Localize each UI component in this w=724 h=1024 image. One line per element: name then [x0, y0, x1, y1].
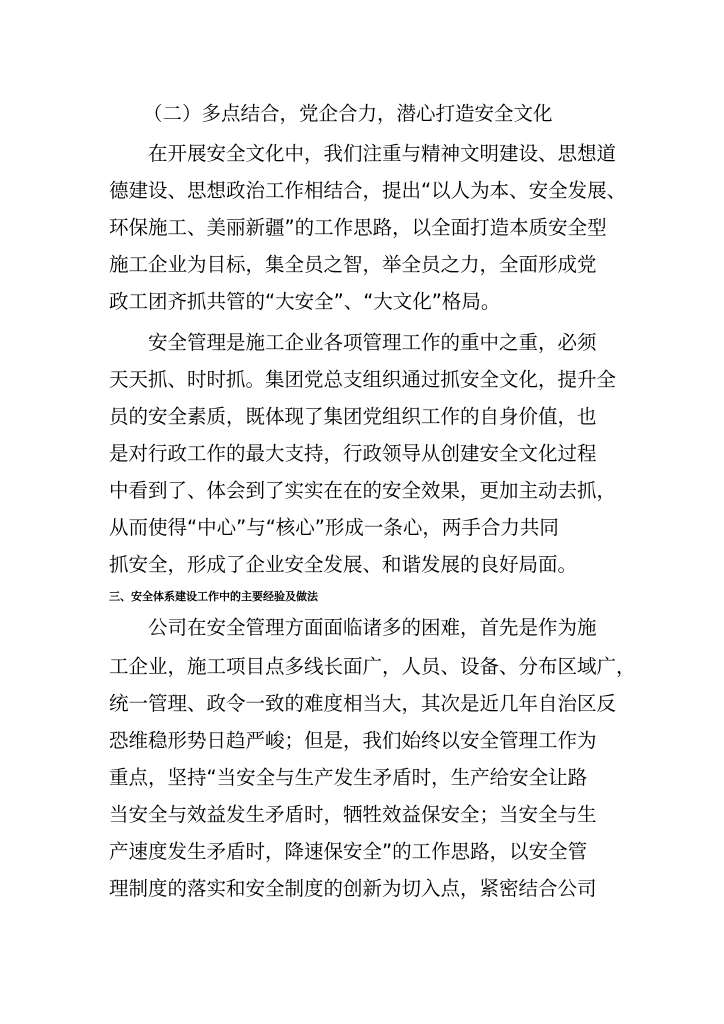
section-3-heading: 三、安全体系建设工作中的主要经验及做法: [109, 590, 318, 603]
paragraph-3-line-6: 当安全与效益发生矛盾时，牺牲效益保安全；当安全与生: [109, 803, 597, 826]
paragraph-2-line-3: 员的安全素质，既体现了集团党组织工作的自身价值，也: [109, 405, 597, 428]
paragraph-2-line-2: 天天抓、时时抓。集团党总支组织通过抓安全文化，提升全: [109, 368, 617, 391]
paragraph-1-line-1: 在开展安全文化中，我们注重与精神文明建设、思想道: [148, 142, 617, 165]
paragraph-3-line-3: 统一管理、政令一致的难度相当大，其次是近几年自治区反: [109, 692, 617, 715]
paragraph-3-line-2: 工企业，施工项目点多线长面广，人员、设备、分布区域广，: [109, 655, 636, 678]
paragraph-3-line-8: 理制度的落实和安全制度的创新为切入点，紧密结合公司: [109, 877, 597, 900]
paragraph-3-line-5: 重点，坚持“当安全与生产发生矛盾时，生产给安全让路: [109, 766, 588, 789]
paragraph-3-line-4: 恐维稳形势日趋严峻；但是，我们始终以安全管理工作为: [109, 729, 597, 752]
paragraph-1-line-3: 环保施工、美丽新疆”的工作思路，以全面打造本质安全型: [109, 216, 607, 239]
paragraph-2-line-4: 是对行政工作的最大支持，行政领导从创建安全文化过程: [109, 442, 597, 465]
paragraph-1-line-2: 德建设、思想政治工作相结合，提出“以人为本、安全发展、: [109, 179, 627, 202]
paragraph-1-line-5: 政工团齐抓共管的“大安全”、“大文化”格局。: [109, 290, 501, 313]
paragraph-2-line-5: 中看到了、体会到了实实在在的安全效果，更加主动去抓，: [109, 479, 617, 502]
section-2-heading: （二）多点结合，党企合力，潜心打造安全文化: [143, 102, 553, 125]
paragraph-2-line-6: 从而使得“中心”与“核心”形成一条心，两手合力共同: [109, 516, 559, 539]
paragraph-1-line-4: 施工企业为目标，集全员之智，举全员之力，全面形成党: [109, 253, 597, 276]
paragraph-2-line-7: 抓安全，形成了企业安全发展、和谐发展的良好局面。: [109, 553, 578, 576]
paragraph-3-line-7: 产速度发生矛盾时，降速保安全”的工作思路，以安全管: [109, 840, 588, 863]
paragraph-2-line-1: 安全管理是施工企业各项管理工作的重中之重，必须: [148, 331, 597, 354]
paragraph-3-line-1: 公司在安全管理方面面临诸多的困难，首先是作为施: [148, 616, 597, 639]
